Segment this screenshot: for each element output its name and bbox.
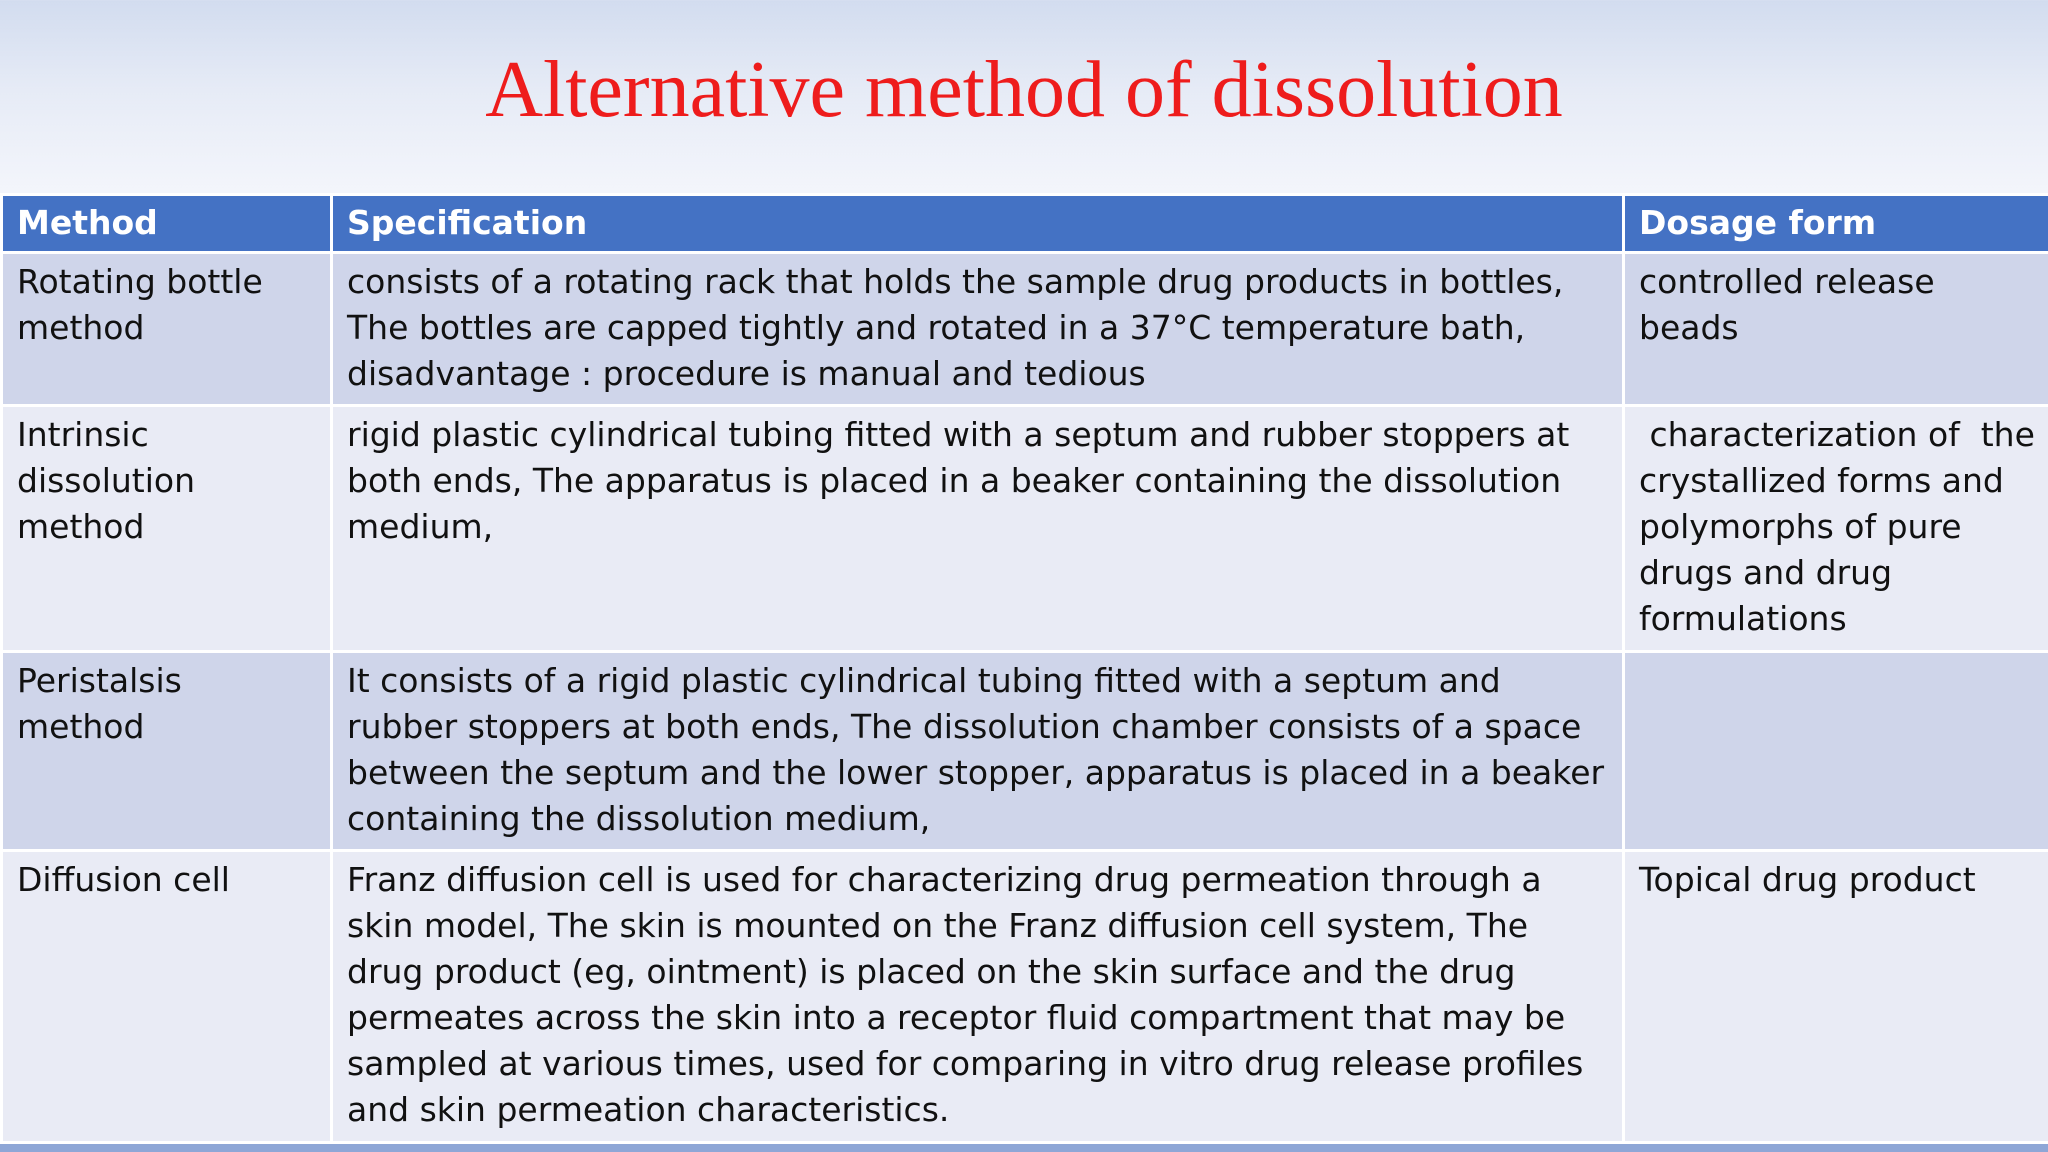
table-row <box>2 652 2048 851</box>
slide-title: Alternative method of dissolution <box>485 46 1563 134</box>
bottom-divider <box>0 1144 2048 1152</box>
cell-method: Rotating bottle method <box>2 253 332 406</box>
cell-method: Peristalsis method <box>2 652 332 851</box>
cell-method: Intrinsic dissolution method <box>2 406 332 652</box>
table-row <box>2 253 2048 406</box>
table-row <box>2 406 2048 652</box>
header-method: Method <box>2 195 332 253</box>
cell-dosage-form <box>1624 652 2048 851</box>
cell-method: Diffusion cell <box>2 851 332 1143</box>
cell-specification: consists of a rotating rack that holds the sample drug products in bottles, The bottles are capped tightly and rotated in a 37°C temperature bath, disadvantage : procedure is manual and tedious <box>332 253 1624 406</box>
table-row <box>2 851 2048 1143</box>
header-specification: Specification <box>332 195 1624 253</box>
cell-specification: It consists of a rigid plastic cylindrical tubing fitted with a septum and rubber stoppers at both ends, The dissolution chamber consists of a space between the septum and the lower stopper, apparatus is placed in a beaker containing the dissolution medium, <box>332 652 1624 851</box>
cell-specification: Franz diffusion cell is used for characterizing drug permeation through a skin model, The skin is mounted on the Franz diffusion cell system, The drug product (eg, ointment) is placed on the skin surface and the drug permeates across the skin into a receptor fluid compartment that may be sampled at various times, used for comparing in vitro drug release profiles and skin permeation characteristics. <box>332 851 1624 1143</box>
methods-table <box>0 193 2048 1144</box>
cell-dosage-form: characterization of the crystallized forms and polymorphs of pure drugs and drug formulations <box>1624 406 2048 652</box>
cell-dosage-form: Topical drug product <box>1624 851 2048 1143</box>
cell-specification: rigid plastic cylindrical tubing fitted with a septum and rubber stoppers at both ends, The apparatus is placed in a beaker containing the dissolution medium, <box>332 406 1624 652</box>
table-header-row <box>2 195 2048 253</box>
header-dosage-form: Dosage form <box>1624 195 2048 253</box>
cell-dosage-form: controlled release beads <box>1624 253 2048 406</box>
